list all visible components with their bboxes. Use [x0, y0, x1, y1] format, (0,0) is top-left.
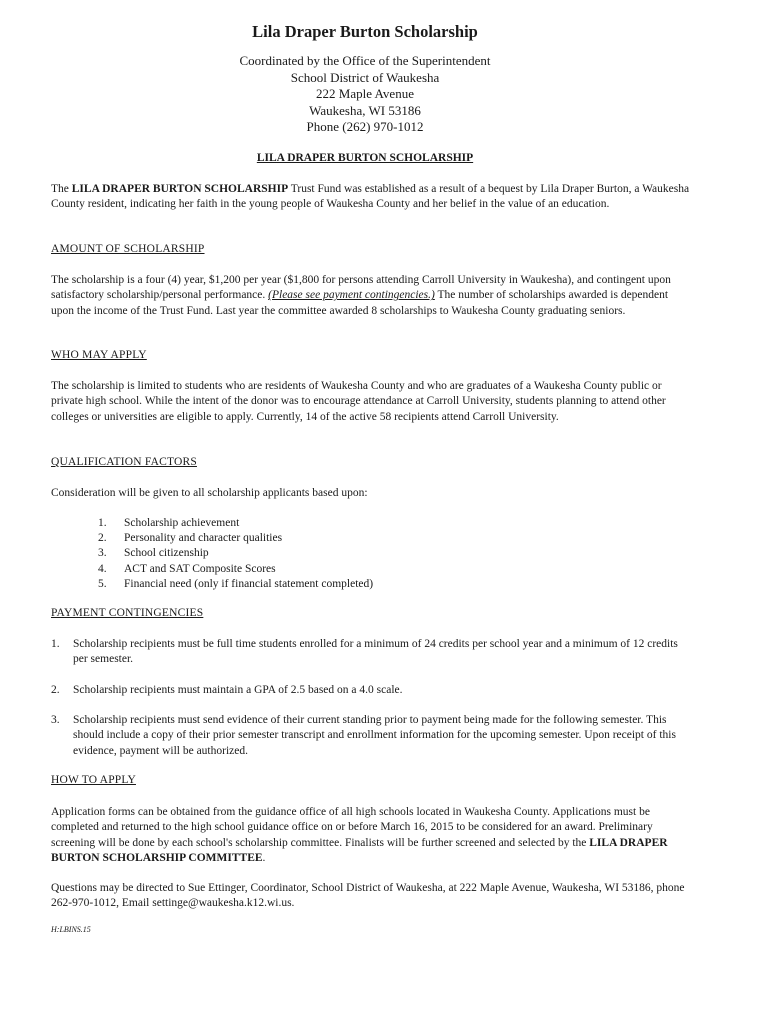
payment-item-2: 2. Scholarship recipients must maintain a GPA of 2.5 based on a 4.0 scale.	[51, 684, 403, 696]
list-item: 2. Personality and character qualities	[98, 532, 283, 545]
section-subheading: LILA DRAPER BURTON SCHOLARSHIP	[256, 152, 474, 164]
letterhead	[0, 53, 730, 136]
amount-text-pre: The scholarship is a four (4) year, $1,200 per year ($1,800 for persons attending Carroll University in Waukesha), and contingent upon satisfactory scholarship/personal performance.	[51, 274, 671, 302]
list-item: 1. Scholarship achievement	[98, 517, 240, 529]
payment-item-1: 1. Scholarship recipients must be full time students enrolled for a minimum of 24 credits per school year and a minimum of 12 credits per semester.	[51, 638, 678, 666]
heading-who-may-apply: WHO MAY APPLY	[51, 349, 147, 361]
who-paragraph: The scholarship is limited to students who are residents of Waukesha County and who are graduates of a Waukesha County public or private high school. While the intent of the donor was to encourage attendance at Carroll University, students planning to attend other colleges or universities are eligible to apply. Currently, 14 of the active 58 recipients attend Carroll University.	[51, 380, 666, 423]
questions-paragraph: Questions may be directed to Sue Ettinger, Coordinator, School District of Waukesha, at 222 Maple Avenue, Waukesha, WI 53186, phone 262-970-1012, Email settinge@waukesha.k12.wi.us.	[51, 882, 685, 910]
amount-text-post: The number of scholarships awarded is dependent upon the income of the Trust Fund. Last year the committee awarded 8 scholarships to Waukesha County graduating seniors.	[51, 289, 669, 317]
heading-payment: PAYMENT CONTINGENCIES	[51, 607, 204, 619]
list-item: 4. ACT and SAT Composite Scores	[98, 562, 276, 575]
committee-name: LILA DRAPER BURTON SCHOLARSHIP COMMITTEE	[51, 836, 668, 865]
intro-pre: The	[51, 183, 72, 195]
qualification-list	[98, 516, 373, 592]
list-item: 5. Financial need (only if financial statement completed)	[98, 577, 374, 590]
list-item: 3. School citizenship	[98, 547, 209, 560]
header-line-city: Waukesha, WI 53186	[309, 102, 421, 118]
intro-post: Trust Fund was established as a result of a bequest by Lila Draper Burton, a Waukesha County resident, indicating her faith in the young people of Waukesha County and her belief in the value of an education.	[51, 183, 690, 211]
document-code: H:LBINS.15	[51, 925, 91, 934]
intro-paragraph	[51, 182, 691, 213]
heading-how-to-apply: HOW TO APPLY	[51, 774, 136, 786]
header-line-district: School District of Waukesha	[290, 69, 440, 85]
heading-qualification: QUALIFICATION FACTORS	[51, 456, 197, 468]
header-line-phone: Phone (262) 970-1012	[306, 119, 424, 135]
intro-bold-name: LILA DRAPER BURTON SCHOLARSHIP	[71, 183, 289, 195]
amount-paragraph	[51, 273, 691, 319]
page-title: Lila Draper Burton Scholarship	[252, 22, 478, 41]
apply-paragraph: Application forms can be obtained from the guidance office of all high schools located in Waukesha County. Applications must be completed and returned to the high school guidance office on or before March 16, 2015 to be considered for an award. Preliminary screening will be done by each school's scholarship committee. Finalists will be further screened and selected by the LILA DRAPER BURTON SCHOLARSHIP COMMITTEE.	[51, 806, 668, 865]
payment-item-3: 3. Scholarship recipients must send evidence of their current standing prior to payment being made for the following semester. This should include a copy of their prior semester transcript and enrollment information for the upcoming semester. Upon receipt of this evidence, payment will be authorized.	[51, 714, 676, 757]
header-line-street: 222 Maple Avenue	[316, 86, 414, 102]
payment-contingencies-link[interactable]: (Please see payment contingencies.)	[268, 289, 435, 302]
qualification-intro: Consideration will be given to all scholarship applicants based upon:	[51, 487, 368, 499]
header-line-office: Coordinated by the Office of the Superintendent	[239, 53, 491, 68]
heading-amount: AMOUNT OF SCHOLARSHIP	[51, 243, 205, 255]
